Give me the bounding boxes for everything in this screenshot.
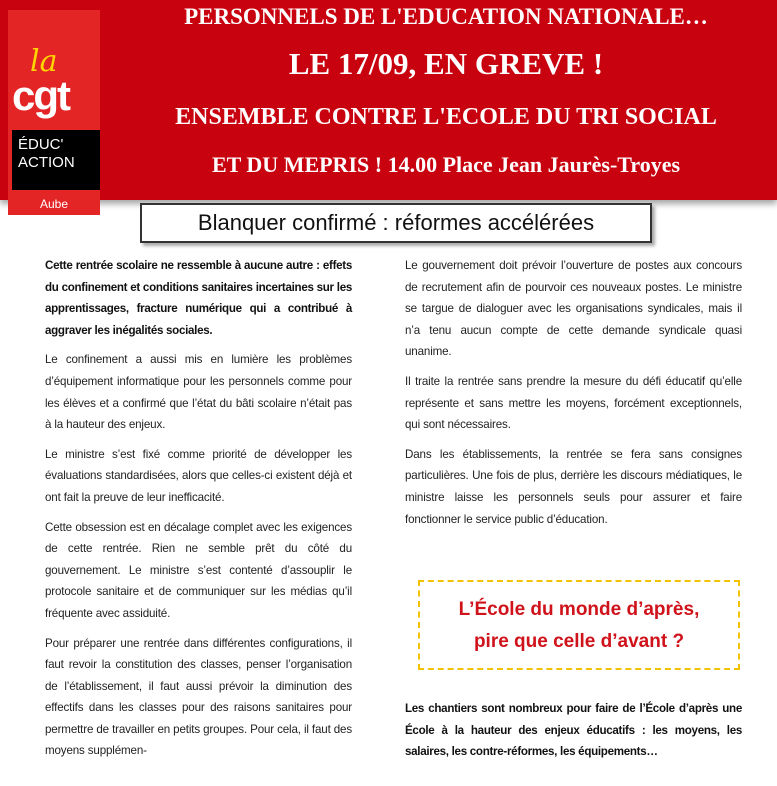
callout-box [418,580,740,670]
closing-paragraph: Les chantiers sont nombreux pour faire de l’École d’après une École à la hauteur des enjeux éducatifs : les moyens, les salaires, les contre-réformes, les équipements… [405,702,742,759]
logo-la: la [30,44,58,79]
logo-cgt: cgt [12,72,69,119]
paragraph: Le ministre s’est fixé comme priorité de développer les évaluations standardisées, alors que celles-ci existent déjà et ont fait la preuve de leur inefficacité. [45,447,352,504]
logo-educaction [12,130,100,190]
callout-line-1: L’École du monde d’après, [458,599,700,620]
closing-column [405,698,742,763]
header-line-1: PERSONNELS DE L'EDUCATION NATIONALE… [184,4,708,29]
header-line-2: LE 17/09, EN GREVE ! [288,46,604,81]
paragraph: Il traite la rentrée sans prendre la mesure du défi éducatif qu’elle représente et sans mettre les moyens, forcément exceptionnels, qui sont nécessaires. [405,374,742,432]
paragraph: Cette obsession est en décalage complet avec les exigences de cette rentrée. Rien ne semble prêt du côté du gouvernement. Le ministre s’est contenté d’assouplir le protocole sanitaire et de communiquer sur les médias qu’il fréquente avec assiduité. [45,520,352,620]
paragraph: Dans les établissements, la rentrée se fera sans consignes particulières. Une fois de plus, derrière les discours médiatiques, le ministre laisse les personnels seuls pour assurer et faire fonctionner le service public d’éducation. [405,447,742,526]
paragraph: Le confinement a aussi mis en lumière les problèmes d’équipement informatique pour les personnels comme pour les élèves et a confirmé que l’état du bâti scolaire n’était pas à la hauteur des enjeux. [45,353,352,432]
callout-line-2: pire que celle d’avant ? [473,631,685,652]
header-line-3: ENSEMBLE CONTRE L'ECOLE DU TRI SOCIAL [175,104,717,130]
intro-paragraph: Cette rentrée scolaire ne ressemble à aucune autre : effets du confinement et conditions sanitaires incertaines sur les apprentissages, fracture numérique qui a contribué à aggraver les inégalités sociales. [45,259,352,337]
cgt-educaction-logo [8,10,100,215]
paragraph: Pour préparer une rentrée dans différentes configurations, il faut revoir la constitution des classes, penser l’organisation de l’établissement, il faut aussi prévoir la diminution des effectifs dans les classes pour des raisons sanitaires pour permettre de travailler en petits groupes. Pour cela, il faut des moyens supplémen- [45,636,352,758]
right-column [405,255,742,538]
logo-action: ACTION [18,154,75,171]
header-line-4: ET DU MEPRIS ! 14.00 Place Jean Jaurès-Troyes [211,152,681,177]
paragraph: Le gouvernement doit prévoir l’ouverture de postes aux concours de recrutement afin de pourvoir ces nouveaux postes. Le ministre se targue de dialoguer avec les organisations syndicales, mais il n’a tenu aucun compte de cette demande syndicale quasi unanime. [405,259,742,359]
article-title: Blanquer confirmé : réformes accélérées [140,203,652,243]
left-column [45,255,352,762]
logo-region: Aube [39,197,69,211]
logo-educ: ÉDUC' [18,136,64,153]
